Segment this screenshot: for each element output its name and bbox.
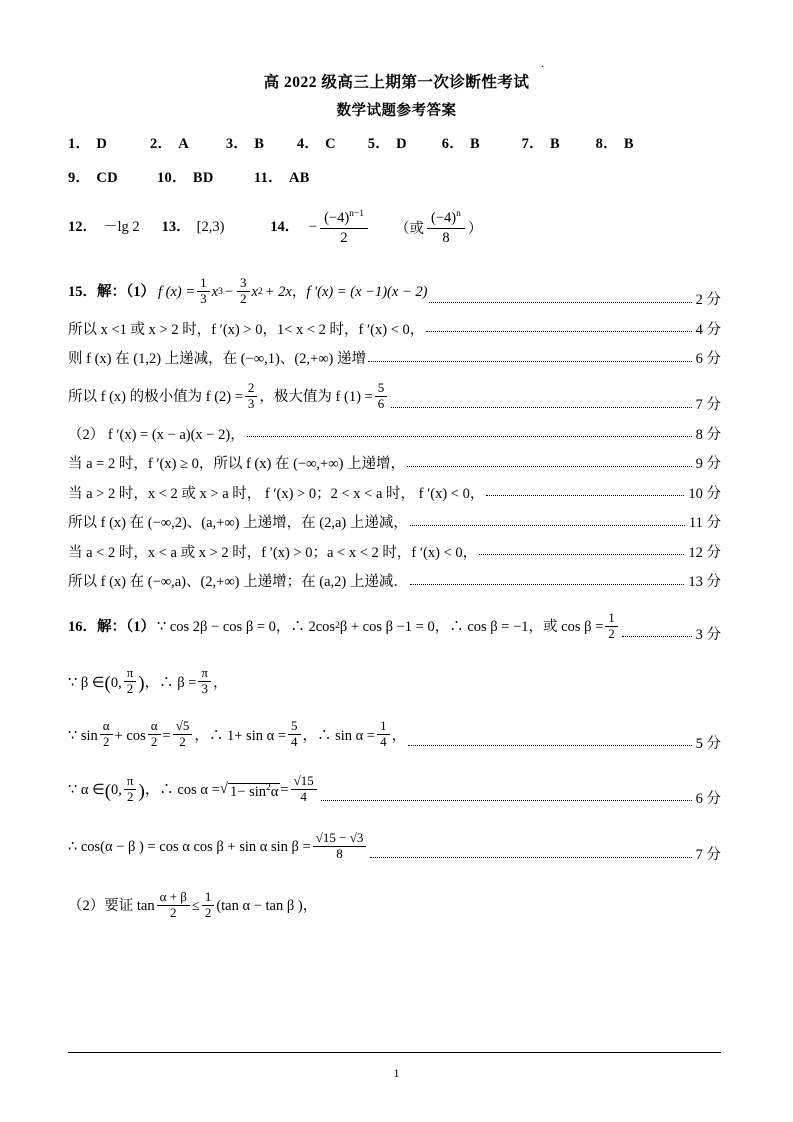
fraction-pi-over-2: $\frac{\pi}{2}$ (124, 666, 137, 697)
fraction-one-half-b: $\frac{1}{2}$ (202, 890, 215, 921)
page-subtitle: 数学试题参考答案 (336, 103, 457, 119)
answer-item-13: 13． [2,3) (161, 219, 225, 236)
q15-line-10: 所以 f (x) 在 (−∞,a)、(2,+∞) 上递增；在 (a,2) 上递减． 13 分 (68, 574, 721, 591)
dot-leader (408, 745, 692, 746)
fraction-pi-over-3: $\frac{\pi}{3}$ (198, 666, 211, 697)
page-title: 高 2022 级高三上期第一次诊断性考试 (263, 74, 530, 91)
answer-item-14: 14． − $\frac{(-4)^{n-1}}{2}$ （或 $\frac{(-4)^n}{8}$ ） (270, 209, 483, 246)
fraction-sqrt15-over-4: $\frac{√15}{4}$ (291, 774, 317, 805)
fraction-one-half: $\frac{1}{2}$ (605, 611, 618, 642)
answer-item-5: 5． D (367, 136, 407, 152)
answer-item-11: 11． AB (253, 170, 310, 186)
page-number: 1 (393, 1066, 400, 1080)
dot-leader (486, 495, 684, 496)
q15-line-5: （2） f ′(x) = (x − a)(x − 2)， 8 分 (68, 426, 721, 443)
dot-leader (410, 584, 685, 585)
q15-line-7: 当 a > 2 时，x < 2 或 x > a 时， f ′(x) > 0；2 < x < a 时， f ′(x) < 0， 10 分 (68, 485, 721, 502)
footer-divider (68, 1052, 721, 1053)
answer-item-12: 12． －lg 2 (68, 219, 140, 236)
q15-line-6: 当 a = 2 时，f ′(x) ≥ 0，所以 f (x) 在 (−∞,+∞) 上递增， 9 分 (68, 456, 721, 473)
q15-line-9: 当 a < 2 时，x < a 或 x > 2 时，f ′(x) > 0；a < x < 2 时，f ′(x) < 0， 12 分 (68, 544, 721, 561)
dot-leader (321, 800, 692, 801)
top-mark: . (541, 56, 544, 70)
fraction-one-fourth: $\frac{1}{4}$ (377, 719, 390, 750)
objective-answers-row-3 (68, 209, 721, 247)
answer-item-1: 1． D (68, 136, 108, 152)
answer-item-3: 3． B (225, 136, 265, 152)
q16-line-6: （2）要证 tan $\frac{\alpha + \beta}{2}$ ≤ $\frac{1}{2}$ (tan α − tan β )， (68, 888, 318, 920)
fraction-sqrt5-over-2: $\frac{√5}{2}$ (173, 719, 193, 750)
dot-leader (247, 436, 692, 437)
answer-item-2: 2． A (149, 136, 190, 152)
objective-answers-row-2 (68, 166, 721, 187)
dot-leader (391, 407, 691, 408)
objective-answers-row-1 (68, 132, 721, 153)
document-title (0, 70, 793, 120)
q16-line-2: ∵ β ∈ ( 0, $\frac{\pi}{2}$ ) ，∴ β = $\frac{\pi}{3}$ ， (68, 665, 228, 697)
answer-item-8: 8． B (595, 136, 634, 152)
fraction-alpha-over-2-b: $\frac{\alpha}{2}$ (148, 719, 161, 750)
dot-leader (368, 361, 692, 362)
q15-line-3: 则 f (x) 在 (1,2) 上递减，在 (−∞,1)、(2,+∞) 递增 6 分 (68, 351, 721, 368)
fraction-one-third: $\frac{1}{3}$ (197, 276, 210, 307)
fraction-alpha-over-2-a: $\frac{\alpha}{2}$ (100, 719, 113, 750)
dot-leader (407, 466, 692, 467)
q15-line-8: 所以 f (x) 在 (−∞,2)、(a,+∞) 上递增，在 (2,a) 上递减， 11 分 (68, 515, 721, 532)
fraction-sqrt15-minus-sqrt3-over-8: $\frac{√15 - √3}{8}$ (313, 831, 367, 862)
q15-line-4: 所以 f (x) 的极小值为 f (2) = $\frac{2}{3}$ ，极大值为 f (1) = $\frac{5}{6}$ 7 分 (68, 379, 721, 414)
fraction-five-fourths: $\frac{5}{4}$ (288, 719, 301, 750)
fraction-two-thirds: $\frac{2}{3}$ (245, 381, 258, 412)
fraction-14-alt: $\frac{(-4)^n}{8}$ (427, 209, 465, 247)
answer-content (68, 132, 721, 922)
q15-line-2: 所以 x <1 或 x > 2 时，f ′(x) > 0，1< x < 2 时，f ′(x) < 0， 4 分 (68, 321, 721, 338)
answer-item-6: 6． B (441, 136, 481, 152)
dot-leader (426, 331, 691, 332)
answer-item-9: 9． CD (68, 170, 118, 186)
dot-leader (370, 857, 691, 858)
answer-item-4: 4． C (296, 136, 336, 152)
dot-leader (479, 554, 684, 555)
q15-line-1: 15．解：（1） f (x) = $\frac{1}{3}$ x 3 − $\frac{3}{2}$ x 2 + 2x ， f ′(x) = (x −1)(x − 2) 2 分 (68, 274, 721, 309)
q16-line-1: 16．解：（1） ∵ cos 2β − cos β = 0，∴ 2cos 2 β + cos β −1 = 0，∴ cos β = −1，或 cos β = $\frac{1}{2}$ 3 分 (68, 609, 721, 643)
dot-leader (410, 525, 685, 526)
question-15-block (68, 274, 721, 591)
sqrt-expression: √ $1- \sin^2\alpha$ (219, 780, 279, 800)
answer-item-7: 7． B (521, 136, 560, 152)
fraction-five-sixths: $\frac{5}{6}$ (375, 381, 388, 412)
question-16-block (68, 609, 721, 922)
q16-line-3: ∵ sin $\frac{\alpha}{2}$ + cos $\frac{\alpha}{2}$ = $\frac{√5}{2}$ ，∴ 1+ sin α = $\frac{5}{4}$ ，∴ sin α = $\frac{1}{4}$ ， 5 分 (68, 718, 721, 752)
q16-line-5: ∴ cos(α − β ) = cos α cos β + sin α sin β = $\frac{√15 - √3}{8}$ 7 分 (68, 830, 721, 864)
fraction-three-halves: $\frac{3}{2}$ (237, 276, 250, 307)
q16-line-4: ∵ α ∈ ( 0, $\frac{\pi}{2}$ ) ，∴ cos α = √ $1- \sin^2\alpha$ = $\frac{√15}{4}$ 6 分 (68, 773, 721, 807)
answer-item-10: 10． BD (156, 170, 214, 186)
fraction-alpha-plus-beta-over-2: $\frac{\alpha + \beta}{2}$ (157, 890, 190, 921)
dot-leader (622, 636, 692, 637)
fraction-pi-over-2-b: $\frac{\pi}{2}$ (124, 774, 137, 805)
dot-leader (429, 302, 691, 303)
fraction-14-main: $\frac{(-4)^{n-1}}{2}$ (320, 209, 368, 247)
